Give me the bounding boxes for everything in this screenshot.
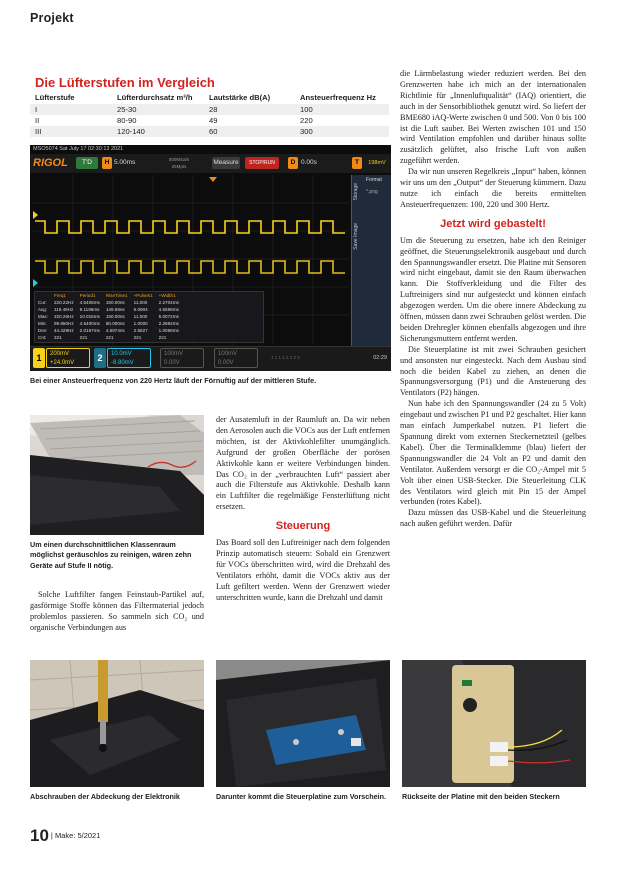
measurement-cell: 2.5827 <box>133 328 148 333</box>
photo-unscrewing <box>30 660 204 787</box>
unscrewing-illustration <box>30 660 204 787</box>
table-cell: II <box>30 115 112 126</box>
table-cell: 220 <box>295 115 389 126</box>
ch3-settings[interactable] <box>160 348 204 368</box>
measurement-cell: 150.00ns <box>105 300 125 305</box>
scope-t-badge: T <box>352 157 362 169</box>
table-cell: 300 <box>295 126 389 137</box>
measurement-cell: 11.000 <box>133 314 148 319</box>
ch1-offset: +24.0mV <box>50 360 75 366</box>
ch1-vdiv: 200mV <box>50 351 70 357</box>
measurement-cell: 221 <box>79 335 88 340</box>
paragraph: der Ausatemluft in der Raumluft an. Da wir neben den Aerosolen auch die VOCs aus der Luft entfernen möchten, ist der Aktivkohlefilter unumgänglich. Aufgrund der großen Oberfläche der porösen Aktivkohle kann er weitere Verbindungen binden. Das CO₂ in der „verbrauchten Luft“ passiert aber auch die Filterstufe aus Aktivkohle. Deshalb kann ein Luftfilter die regelmäßige Fensterlüftung nicht ersetzen. <box>216 415 390 512</box>
section-heading: Jetzt wird gebastelt! <box>440 217 546 230</box>
scope-h-badge: H <box>102 157 112 169</box>
comparison-table <box>30 91 389 137</box>
ch2-waveform <box>35 261 345 273</box>
text-column-left <box>30 590 204 634</box>
ch3-vdiv: 100mV <box>164 351 184 357</box>
measurement-cell: 2.2692ms <box>158 321 179 326</box>
measurement-cell: Min: <box>38 321 47 326</box>
table-header-cell: Lautstärke dB(A) <box>204 91 295 104</box>
measurement-cell: 4.5408ms <box>79 300 100 305</box>
measurement-cell: Avg: <box>38 307 48 312</box>
measurement-cell: 2.0187ms <box>79 328 100 333</box>
measurement-cell: 5.0072ms <box>158 314 179 319</box>
paragraph: Solche Luftfilter fangen Feinstaub-Partikel auf, gasförmige Stoffe können das Filtermaterial jedoch problemlos passieren. So sammeln sich CO₂ und organische Verbindungen aus <box>30 590 204 632</box>
table-row <box>30 104 389 115</box>
measurement-cell: 221 <box>105 335 114 340</box>
table-cell: 49 <box>204 115 295 126</box>
ch4-offset: 0.00V <box>218 360 234 366</box>
control-board-illustration <box>216 660 390 787</box>
measurement-cell: 149.68ns <box>105 307 125 312</box>
scope-side-panel <box>351 175 391 371</box>
filter-caption: Um einen durchschnittlichen Klassenraum möglichst geräuschlos zu reinigen, wären zehn Geräte auf Stufe II nötig. <box>30 540 192 570</box>
table-cell: 60 <box>204 126 295 137</box>
side-storage-tab[interactable]: Storage <box>353 183 359 201</box>
scope-clock: 02:29 <box>373 355 387 361</box>
ch1-settings[interactable] <box>46 348 90 368</box>
photo-control-board <box>216 660 390 787</box>
magazine-issue: | Make: 5/2021 <box>50 831 101 840</box>
section-label: Projekt <box>30 11 74 25</box>
measurement-row <box>35 334 182 341</box>
measurement-cell: Freq1 <box>53 293 66 298</box>
section-heading: Steuerung <box>275 520 331 533</box>
paragraph: Nun habe ich den Spannungswandler (24 zu 5 Volt) eingebaut und zwischen P1 und P2 geschaltet. Hier kann man einfach Jumperkabel nutzen. P1 liefert die Spannung direkt vom externen Steckernetzteil (gelbes Kabel). Über die Terminalklemme (blau) liefert der Spannungswandler die 24 Volt an P2 und damit den Ventilator. Außerdem versorgt er die CO₂-Ampel mit 5 Volt über einen USB-Stecker. Die Steuerleitung CLK des Ventilators wird gleich mit Pin 15 der Ampel verbunden (rotes Kabel). <box>400 399 586 507</box>
table-title: Die Lüfterstufen im Vergleich <box>35 75 215 90</box>
scope-d-badge: D <box>288 157 298 169</box>
scope-memory-depth: 25Mpts <box>171 164 187 169</box>
scope-caption: Bei einer Ansteuerfrequenz von 220 Hertz läuft der Förnuftig auf der mittleren Stufe. <box>30 376 317 385</box>
measurement-cell: +Width1 <box>158 293 176 298</box>
table-cell: 100 <box>295 104 389 115</box>
measurement-cell: 221 <box>133 335 142 340</box>
ch4-settings[interactable] <box>214 348 258 368</box>
scope-model-date: MSO5074 Sat July 17 02:30:13 2021 <box>33 146 124 152</box>
measurement-cell: Period1 <box>79 293 96 298</box>
measurement-cell: 2.2704ms <box>158 300 179 305</box>
measurement-cell: Max: <box>38 314 48 319</box>
scope-sample-rate: 500MSa/s <box>168 157 190 162</box>
measurement-header-row <box>35 292 182 299</box>
measurement-cell: 11.000 <box>133 300 148 305</box>
scope-delay: 0.00s <box>301 159 317 166</box>
page-footer <box>30 826 100 846</box>
photo-board-back <box>402 660 586 787</box>
text-column-middle <box>216 415 390 604</box>
measurement-cell: 119.49Hz <box>53 307 74 312</box>
measurement-row <box>35 313 182 320</box>
filter-photo <box>30 415 204 535</box>
paragraph: die Lärmbelastung wieder reduziert werden. Bei den Grenzwerten habe ich mich an der internationalen Richtlinie für „Innenluftqualität“ (IAQ) orientiert, die auch in der Sensorbibliothek genutzt wird. So liefert der BME680 iAQ-Werte zwischen 0 und 500. Von 0 bis 100 ist die Luft sauber. Bei Werten zwischen 101 und 150 wird Ventilation empfohlen und darüber hinaus sollte zusätzlich gelüftet, also frische Luft von außen zugeführt werden. <box>400 69 586 166</box>
measurement-cell: 220.22Hz <box>53 300 74 305</box>
ch4-vdiv: 100mV <box>218 351 238 357</box>
measurement-cell: 80.000ns <box>105 321 125 326</box>
measurement-cell: +Pulses1 <box>133 293 153 298</box>
page-number: 10 <box>30 826 49 845</box>
photo1-caption: Abschrauben der Abdeckung der Elektronik <box>30 792 180 801</box>
measurement-cell: RiseTime1 <box>105 293 128 298</box>
table-header-cell: Lüfterdurchsatz m³/h <box>112 91 204 104</box>
measurement-cell: 220.26Hz <box>53 314 74 319</box>
table-cell: III <box>30 126 112 137</box>
measurement-cell: 4.5598ms <box>158 307 179 312</box>
ch3-offset: 0.00V <box>164 360 180 366</box>
measurement-table <box>34 291 264 343</box>
measurement-row <box>35 320 182 327</box>
scope-measure-button[interactable]: Measure <box>212 157 240 169</box>
measurement-cell: Cur: <box>38 300 47 305</box>
scope-timebase: 5.00ms <box>114 159 136 166</box>
comparison-table-box <box>30 75 389 137</box>
filter-illustration <box>30 415 204 535</box>
measurement-cell: 1.0000 <box>133 321 148 326</box>
board-back-illustration <box>402 660 586 787</box>
table-cell: 80-90 <box>112 115 204 126</box>
measurement-cell: 99.850Hz <box>53 321 74 326</box>
measurement-cell: 5.0904 <box>133 307 148 312</box>
measurement-cell: 221 <box>53 335 62 340</box>
table-cell: 28 <box>204 104 295 115</box>
measurement-cell: 4.6974ns <box>105 328 125 333</box>
digital-channels[interactable]: 1 1 1 1 2 2 2 2 <box>271 355 300 360</box>
paragraph: Da wir nun unseren Regelkreis „Input“ haben, können wir uns um den „Output“ der Steuerung kümmern. Dazu nutze ich einfach die bereits ermittelten Ansteuerfrequenzen: 100, 220 und 300 Hertz. <box>400 167 586 209</box>
side-save-image-tab[interactable]: Save Image <box>353 223 359 250</box>
side-format-label: Format <box>366 177 382 183</box>
table-header-cell: Ansteuerfrequenz Hz <box>295 91 389 104</box>
scope-trigger-level: 198mV <box>368 160 386 166</box>
table-header-cell: Lüfterstufe <box>30 91 112 104</box>
measurement-cell <box>35 292 51 299</box>
measurement-cell: Dev: <box>38 328 48 333</box>
measurement-row <box>35 306 182 313</box>
table-cell: 25-30 <box>112 104 204 115</box>
scope-stop-run-button[interactable]: STOP/RUN <box>245 157 279 169</box>
oscilloscope-screenshot <box>30 145 391 371</box>
ch2-settings[interactable] <box>107 348 151 368</box>
paragraph: Das Board soll den Luftreiniger nach dem folgenden Prinzip automatisch steuern: Sobald ein Grenzwert für VOCs überschritten wird, wird die Drehzahl des Ventilators erhöht, damit die VOCs aktiv aus der Luft gefiltert werden. Wenn der Grenzwert wieder unterschritten wurde, kann die Drehzahl und damit <box>216 538 390 602</box>
measurement-cell: 150.00ns <box>105 314 125 319</box>
measurement-cell: Cnt: <box>38 335 47 340</box>
measurement-cell: 10.015ms <box>79 314 100 319</box>
side-png-label[interactable]: *.png <box>366 189 378 195</box>
paragraph: Um die Steuerung zu ersetzen, habe ich den Reiniger geöffnet, die Steuerungselektronik ausgebaut und durch den Spannungswandler ersetzt. Die Platine mit Sensoren wird nicht eingebaut, damit sie den Raum überwachen kann. Die Stoffverkleidung und die Filter des Luftreinigers sind nur aufgesteckt und können einfach abgezogen werden. Um die obere innere Abdeckung zu öffnen, müssen dann zwei Schrauben gelöst werden. Die beiden Drehregler können ebenfalls abgezogen und ihre Sicherungsmuttern entfernt werden. <box>400 235 586 343</box>
ch1-number[interactable]: 1 <box>33 348 45 368</box>
measurement-cell: 1.0098ms <box>158 328 179 333</box>
measurement-row <box>35 327 182 334</box>
ch2-vdiv: 10.0mV <box>111 351 132 357</box>
table-row <box>30 115 389 126</box>
table-header-row <box>30 91 389 104</box>
measurement-cell: 44.429Hz <box>53 328 74 333</box>
text-column-right <box>400 69 586 530</box>
measurement-cell: 9.1196ms <box>79 307 100 312</box>
photo2-caption: Darunter kommt die Steuerplatine zum Vorschein. <box>216 792 387 801</box>
photo3-caption: Rückseite der Platine mit den beiden Steckern <box>402 792 560 801</box>
scope-mode-badge: T'D <box>76 157 98 169</box>
table-cell: I <box>30 104 112 115</box>
table-cell: 120-140 <box>112 126 204 137</box>
ch2-number[interactable]: 2 <box>94 348 106 368</box>
paragraph: Dazu müssen das USB-Kabel und die Steuerleitung nach außen geführt werden. Dafür <box>400 508 586 529</box>
measurement-row <box>35 299 182 306</box>
table-row <box>30 126 389 137</box>
paragraph: Die Steuerplatine ist mit zwei Schrauben gesichert und ansonsten nur eingesteckt. Nach dem Ausbau sind noch die beiden Kabel zu ziehen, an denen die Spannungsversorgung (P1) und die Ansteuerung des Ventilators (P2) hängen. <box>400 344 586 398</box>
scope-brand-logo: RIGOL <box>33 157 68 169</box>
measurement-cell: 221 <box>158 335 167 340</box>
measurement-cell: 4.5400ms <box>79 321 100 326</box>
ch2-offset: -8.80mV <box>111 360 134 366</box>
